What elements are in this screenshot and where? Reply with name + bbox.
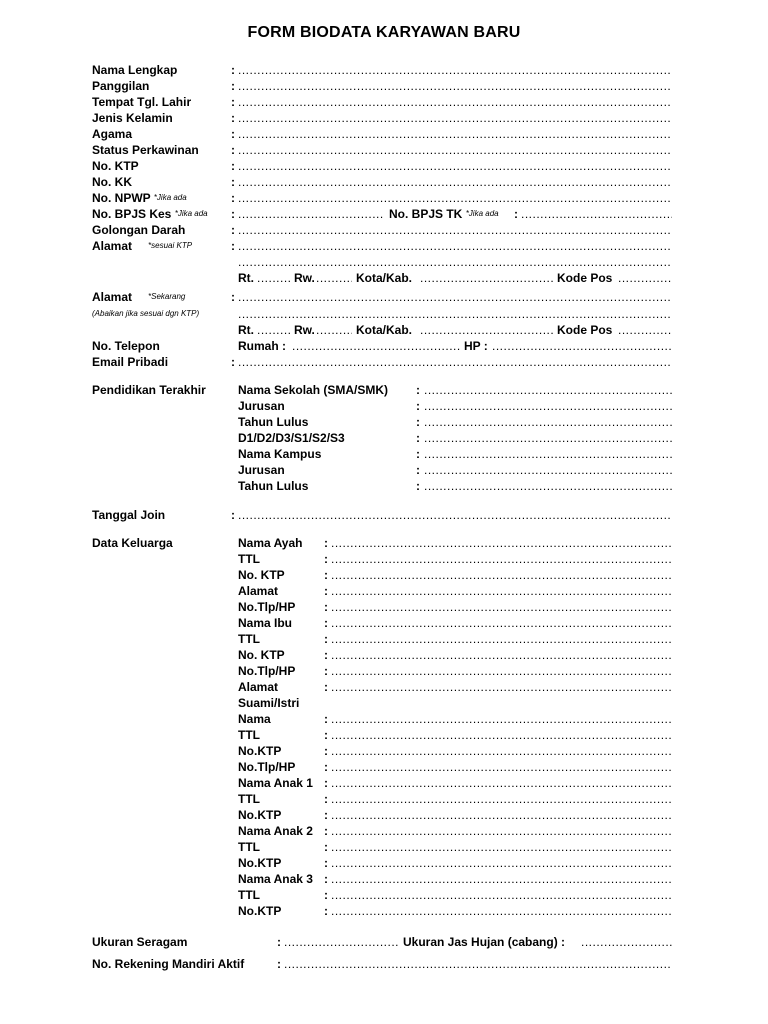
field-label bbox=[92, 159, 139, 173]
pendidikan-input[interactable] bbox=[424, 383, 672, 397]
colon: : bbox=[324, 728, 328, 742]
keluarga-input[interactable] bbox=[331, 760, 672, 774]
colon: : bbox=[231, 127, 235, 141]
keluarga-input[interactable] bbox=[331, 536, 672, 550]
pendidikan-input[interactable] bbox=[424, 431, 672, 445]
keluarga-row bbox=[0, 824, 768, 840]
field-label: Email Pribadi bbox=[92, 355, 169, 369]
kode-pos-label: Kode Pos bbox=[557, 271, 613, 285]
field-label: Tanggal Join bbox=[92, 508, 166, 522]
keluarga-field-label: No.KTP bbox=[238, 744, 282, 758]
field-label-text: Nama Lengkap bbox=[92, 63, 178, 77]
keluarga-row bbox=[0, 568, 768, 584]
keluarga-row bbox=[0, 760, 768, 776]
keluarga-field-label: No.KTP bbox=[238, 904, 282, 918]
keluarga-field-label: Alamat bbox=[238, 680, 279, 694]
email-input[interactable] bbox=[238, 355, 672, 369]
keluarga-row bbox=[0, 728, 768, 744]
colon: : bbox=[416, 463, 420, 477]
colon: : bbox=[231, 508, 235, 522]
pendidikan-field-label: Nama Kampus bbox=[238, 447, 322, 461]
colon: : bbox=[324, 792, 328, 806]
golongan-darah-input[interactable] bbox=[238, 223, 672, 237]
bpjs-tk-note: *Jika ada bbox=[465, 209, 499, 218]
pendidikan-field-label: D1/D2/D3/S1/S2/S3 bbox=[238, 431, 345, 445]
alamat-ktp-row bbox=[0, 239, 768, 255]
kode-pos-input[interactable] bbox=[618, 271, 672, 285]
colon: : bbox=[324, 904, 328, 918]
rt-input[interactable] bbox=[257, 323, 290, 337]
field-label-text: Agama bbox=[92, 127, 133, 141]
keluarga-field-label: TTL bbox=[238, 888, 260, 902]
keluarga-field-label: No. KTP bbox=[238, 648, 285, 662]
field-note: *Jika ada bbox=[153, 193, 187, 202]
colon: : bbox=[231, 79, 235, 93]
keluarga-field-label: TTL bbox=[238, 792, 260, 806]
pendidikan-input[interactable] bbox=[424, 479, 672, 493]
colon: : bbox=[324, 664, 328, 678]
colon: : bbox=[324, 744, 328, 758]
colon: : bbox=[231, 111, 235, 125]
keluarga-field-label: No.Tlp/HP bbox=[238, 664, 296, 678]
pendidikan-row bbox=[0, 479, 768, 495]
keluarga-input[interactable] bbox=[331, 840, 672, 854]
tanggal-join-row bbox=[0, 508, 768, 524]
colon: : bbox=[277, 935, 281, 949]
pendidikan-row bbox=[0, 463, 768, 479]
field-label bbox=[92, 79, 149, 93]
golongan-darah-row bbox=[0, 223, 768, 239]
rt-label: Rt. bbox=[238, 271, 254, 285]
alamat-sekarang-note: *Sekarang bbox=[148, 292, 186, 301]
personal-row bbox=[0, 191, 768, 207]
keluarga-row bbox=[0, 552, 768, 568]
keluarga-row bbox=[0, 632, 768, 648]
keluarga-field-label: Nama Ibu bbox=[238, 616, 293, 630]
field-label bbox=[92, 239, 192, 253]
keluarga-row bbox=[0, 600, 768, 616]
rumah-input[interactable] bbox=[292, 339, 460, 353]
sekarang-address-detail-row bbox=[0, 323, 768, 339]
colon: : bbox=[514, 207, 518, 221]
personal-input[interactable] bbox=[238, 143, 672, 157]
keluarga-row bbox=[0, 872, 768, 888]
personal-input[interactable] bbox=[238, 175, 672, 189]
personal-row bbox=[0, 95, 768, 111]
pendidikan-field-label: Jurusan bbox=[238, 399, 285, 413]
field-label: Pendidikan Terakhir bbox=[92, 383, 206, 397]
keluarga-input[interactable] bbox=[331, 904, 672, 918]
personal-row bbox=[0, 143, 768, 159]
kode-pos-label: Kode Pos bbox=[557, 323, 613, 337]
field-label-text: Status Perkawinan bbox=[92, 143, 199, 157]
colon: : bbox=[324, 888, 328, 902]
colon: : bbox=[324, 648, 328, 662]
pendidikan-row bbox=[0, 399, 768, 415]
keluarga-field-label: TTL bbox=[238, 632, 260, 646]
pendidikan-row bbox=[0, 431, 768, 447]
keluarga-input[interactable] bbox=[331, 584, 672, 598]
email-row bbox=[0, 355, 768, 371]
field-label: No. Rekening Mandiri Aktif bbox=[92, 957, 245, 971]
keluarga-row bbox=[0, 792, 768, 808]
colon: : bbox=[324, 584, 328, 598]
keluarga-input[interactable] bbox=[331, 888, 672, 902]
keluarga-field-label: TTL bbox=[238, 840, 260, 854]
colon: : bbox=[324, 616, 328, 630]
colon: : bbox=[324, 680, 328, 694]
keluarga-row bbox=[0, 808, 768, 824]
colon: : bbox=[324, 632, 328, 646]
keluarga-field-label: Nama Ayah bbox=[238, 536, 303, 550]
personal-input[interactable] bbox=[238, 111, 672, 125]
keluarga-input[interactable] bbox=[331, 808, 672, 822]
pendidikan-row bbox=[0, 415, 768, 431]
field-label bbox=[92, 290, 185, 304]
rw-label: Rw. bbox=[294, 323, 315, 337]
colon: : bbox=[324, 824, 328, 838]
rw-label: Rw. bbox=[294, 271, 315, 285]
keluarga-input[interactable] bbox=[331, 632, 672, 646]
bpjs-kes-input[interactable] bbox=[238, 207, 384, 221]
bpjs-kes-note: *Jika ada bbox=[174, 209, 208, 218]
keluarga-row bbox=[0, 616, 768, 632]
rekening-row bbox=[0, 957, 768, 973]
colon: : bbox=[231, 175, 235, 189]
personal-input[interactable] bbox=[238, 95, 672, 109]
alamat-sekarang-row bbox=[0, 290, 768, 306]
keluarga-row bbox=[0, 584, 768, 600]
tanggal-join-input[interactable] bbox=[238, 508, 672, 522]
pendidikan-input[interactable] bbox=[424, 447, 672, 461]
colon: : bbox=[416, 431, 420, 445]
colon: : bbox=[416, 399, 420, 413]
bpjs-row bbox=[0, 207, 768, 223]
personal-input[interactable] bbox=[238, 127, 672, 141]
keluarga-input[interactable] bbox=[331, 680, 672, 694]
rumah-label: Rumah : bbox=[238, 339, 286, 353]
field-label bbox=[92, 143, 199, 157]
keluarga-row bbox=[0, 536, 768, 552]
field-label bbox=[92, 127, 132, 141]
personal-row bbox=[0, 175, 768, 191]
alamat-ktp-note: *sesuai KTP bbox=[148, 241, 193, 250]
keluarga-field-label: No.Tlp/HP bbox=[238, 600, 296, 614]
keluarga-field-label: Nama bbox=[238, 712, 271, 726]
field-label bbox=[92, 95, 191, 109]
keluarga-field-label: Suami/Istri bbox=[238, 696, 300, 710]
colon: : bbox=[231, 143, 235, 157]
field-label-text: No. NPWP bbox=[92, 191, 151, 205]
field-label bbox=[92, 191, 187, 205]
colon: : bbox=[324, 536, 328, 550]
pendidikan-field-label: Tahun Lulus bbox=[238, 415, 309, 429]
colon: : bbox=[231, 239, 235, 253]
keluarga-row bbox=[0, 648, 768, 664]
kode-pos-input[interactable] bbox=[618, 323, 672, 337]
keluarga-input[interactable] bbox=[331, 872, 672, 886]
kota-label: Kota/Kab. bbox=[356, 271, 413, 285]
field-label: No. Telepon bbox=[92, 339, 160, 353]
keluarga-field-label: No.KTP bbox=[238, 808, 282, 822]
alamat-sekarang-note-2: (Abaikan jika sesuai dgn KTP) bbox=[92, 309, 200, 318]
jas-hujan-label: Ukuran Jas Hujan (cabang) : bbox=[403, 935, 566, 949]
pendidikan-field-label: Tahun Lulus bbox=[238, 479, 309, 493]
personal-input[interactable] bbox=[238, 79, 672, 93]
colon: : bbox=[416, 479, 420, 493]
alamat-sekarang-input[interactable] bbox=[238, 290, 672, 304]
bpjs-tk-label bbox=[389, 207, 499, 221]
alamat-ktp-label: Alamat bbox=[92, 239, 133, 253]
field-label: Golongan Darah bbox=[92, 223, 186, 237]
colon: : bbox=[231, 63, 235, 77]
rw-input[interactable] bbox=[316, 323, 352, 337]
colon: : bbox=[231, 159, 235, 173]
keluarga-field-label: TTL bbox=[238, 728, 260, 742]
colon: : bbox=[324, 840, 328, 854]
colon: : bbox=[324, 760, 328, 774]
bpjs-tk-text: No. BPJS TK bbox=[389, 207, 463, 221]
colon: : bbox=[324, 568, 328, 582]
personal-row bbox=[0, 79, 768, 95]
personal-input[interactable] bbox=[238, 159, 672, 173]
colon: : bbox=[324, 856, 328, 870]
personal-row bbox=[0, 111, 768, 127]
keluarga-field-label: Nama Anak 1 bbox=[238, 776, 313, 790]
alamat-sekarang-input-2[interactable] bbox=[238, 307, 672, 321]
keluarga-row bbox=[0, 664, 768, 680]
field-label bbox=[92, 63, 177, 77]
field-label-text: No. KK bbox=[92, 175, 132, 189]
rt-label: Rt. bbox=[238, 323, 254, 337]
alamat-ktp-input-2[interactable] bbox=[238, 255, 672, 269]
alamat-ktp-row-2 bbox=[0, 255, 768, 271]
keluarga-input[interactable] bbox=[331, 792, 672, 806]
colon: : bbox=[231, 207, 235, 221]
personal-input[interactable] bbox=[238, 63, 672, 77]
field-label bbox=[92, 111, 173, 125]
keluarga-field-label: Nama Anak 2 bbox=[238, 824, 313, 838]
keluarga-row bbox=[0, 888, 768, 904]
keluarga-input[interactable] bbox=[331, 600, 672, 614]
keluarga-input[interactable] bbox=[331, 648, 672, 662]
kota-input[interactable] bbox=[420, 323, 553, 337]
telepon-row bbox=[0, 339, 768, 355]
keluarga-input[interactable] bbox=[331, 856, 672, 870]
page-title: FORM BIODATA KARYAWAN BARU bbox=[247, 24, 521, 41]
keluarga-input[interactable] bbox=[331, 616, 672, 630]
jas-hujan-input[interactable] bbox=[581, 935, 672, 949]
field-label bbox=[92, 207, 208, 221]
alamat-ktp-input[interactable] bbox=[238, 239, 672, 253]
colon: : bbox=[277, 957, 281, 971]
keluarga-input[interactable] bbox=[331, 728, 672, 742]
keluarga-input[interactable] bbox=[331, 712, 672, 726]
ukuran-seragam-input[interactable] bbox=[284, 935, 400, 949]
colon: : bbox=[231, 355, 235, 369]
keluarga-field-label: Nama Anak 3 bbox=[238, 872, 313, 886]
personal-row bbox=[0, 63, 768, 79]
personal-row bbox=[0, 127, 768, 143]
pendidikan-field-label: Nama Sekolah (SMA/SMK) bbox=[238, 383, 389, 397]
keluarga-row bbox=[0, 712, 768, 728]
bpjs-kes-label: No. BPJS Kes bbox=[92, 207, 172, 221]
keluarga-row bbox=[0, 856, 768, 872]
colon: : bbox=[231, 290, 235, 304]
rt-input[interactable] bbox=[257, 271, 290, 285]
rw-input[interactable] bbox=[316, 271, 352, 285]
alamat-sekarang-label: Alamat bbox=[92, 290, 133, 304]
keluarga-field-label: No.Tlp/HP bbox=[238, 760, 296, 774]
colon: : bbox=[416, 415, 420, 429]
keluarga-input[interactable] bbox=[331, 744, 672, 758]
colon: : bbox=[231, 95, 235, 109]
keluarga-field-label: TTL bbox=[238, 552, 260, 566]
colon: : bbox=[324, 872, 328, 886]
keluarga-field-label: No.KTP bbox=[238, 856, 282, 870]
ktp-address-detail-row bbox=[0, 271, 768, 287]
keluarga-row bbox=[0, 840, 768, 856]
keluarga-input[interactable] bbox=[331, 552, 672, 566]
personal-row bbox=[0, 159, 768, 175]
field-label-text: No. KTP bbox=[92, 159, 139, 173]
keluarga-row bbox=[0, 904, 768, 920]
pendidikan-input[interactable] bbox=[424, 399, 672, 413]
colon: : bbox=[231, 191, 235, 205]
colon: : bbox=[324, 776, 328, 790]
keluarga-row bbox=[0, 696, 768, 712]
field-label bbox=[92, 175, 132, 189]
keluarga-row bbox=[0, 776, 768, 792]
keluarga-input[interactable] bbox=[331, 568, 672, 582]
hp-input[interactable] bbox=[492, 339, 672, 353]
personal-input[interactable] bbox=[238, 191, 672, 205]
keluarga-field-label: No. KTP bbox=[238, 568, 285, 582]
field-label-text: Tempat Tgl. Lahir bbox=[92, 95, 192, 109]
field-label-text: Jenis Kelamin bbox=[92, 111, 173, 125]
kota-label: Kota/Kab. bbox=[356, 323, 413, 337]
pendidikan-field-label: Jurusan bbox=[238, 463, 285, 477]
keluarga-field-label: Alamat bbox=[238, 584, 279, 598]
pendidikan-input[interactable] bbox=[424, 415, 672, 429]
pendidikan-input[interactable] bbox=[424, 463, 672, 477]
field-label: Ukuran Seragam bbox=[92, 935, 188, 949]
alamat-sekarang-row-2 bbox=[0, 307, 768, 323]
rekening-input[interactable] bbox=[284, 957, 672, 971]
keluarga-row bbox=[0, 680, 768, 696]
keluarga-input[interactable] bbox=[331, 824, 672, 838]
colon: : bbox=[324, 808, 328, 822]
pendidikan-row bbox=[0, 447, 768, 463]
colon: : bbox=[324, 552, 328, 566]
hp-label: HP : bbox=[464, 339, 488, 353]
colon: : bbox=[416, 383, 420, 397]
colon: : bbox=[324, 712, 328, 726]
colon: : bbox=[324, 600, 328, 614]
colon: : bbox=[416, 447, 420, 461]
bpjs-tk-input[interactable] bbox=[521, 207, 672, 221]
kota-input[interactable] bbox=[420, 271, 553, 285]
field-label-text: Panggilan bbox=[92, 79, 150, 93]
colon: : bbox=[231, 223, 235, 237]
keluarga-row bbox=[0, 744, 768, 760]
ukuran-row bbox=[0, 935, 768, 951]
field-label: Data Keluarga bbox=[92, 536, 173, 550]
keluarga-input[interactable] bbox=[331, 776, 672, 790]
pendidikan-row bbox=[0, 383, 768, 399]
keluarga-input[interactable] bbox=[331, 664, 672, 678]
